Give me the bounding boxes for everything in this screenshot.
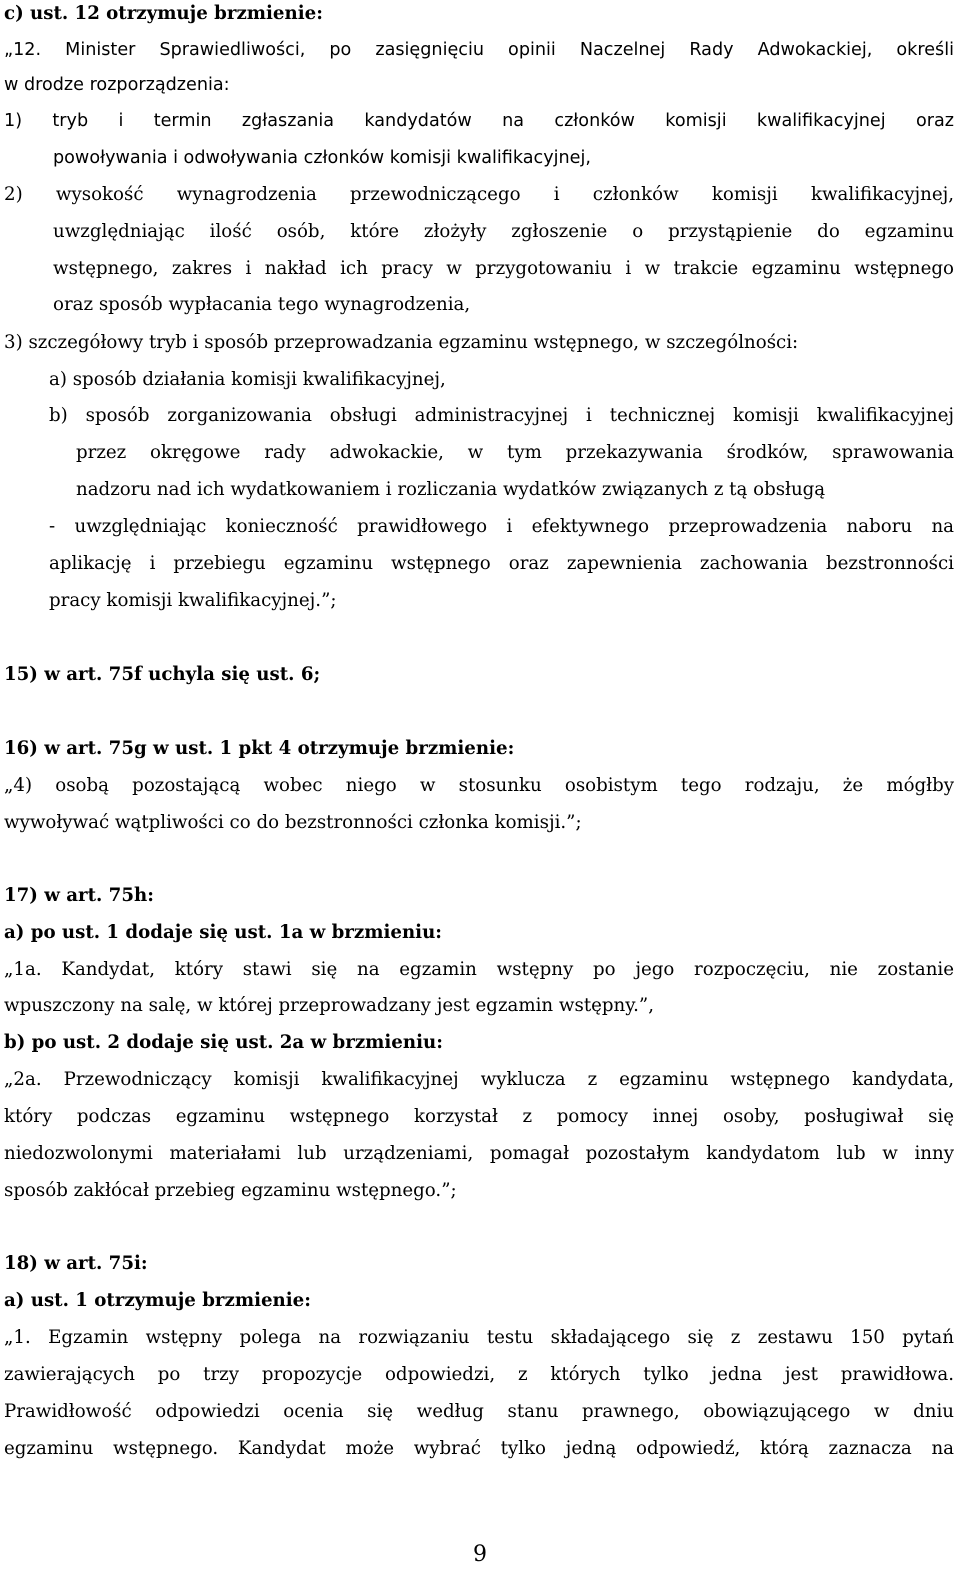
text-line: nadzoru nad ich wydatkowaniem i rozliczania wydatków związanych z tą obsługą <box>76 479 826 500</box>
section-heading: b) po ust. 2 dodaje się ust. 2a w brzmieniu: <box>4 1032 443 1053</box>
section-heading: 18) w art. 75i: <box>4 1253 148 1274</box>
text-line: przez okręgowe rady adwokackie, w tym przekazywania środków, sprawowania <box>76 442 954 463</box>
text-line: który podczas egzaminu wstępnego korzystał z pomocy innej osoby, posługiwał się <box>4 1106 954 1127</box>
text-line: „2a. Przewodniczący komisji kwalifikacyjnej wyklucza z egzaminu wstępnego kandydata, <box>4 1069 954 1090</box>
text-line: uwzględniając ilość osób, które złożyły zgłoszenie o przystąpienie do egzaminu <box>53 221 954 242</box>
section-heading: c) ust. 12 otrzymuje brzmienie: <box>4 3 323 24</box>
text-line: 2) wysokość wynagrodzenia przewodniczącego i członków komisji kwalifikacyjnej, <box>4 184 954 205</box>
text-line: 1) tryb i termin zgłaszania kandydatów na członków komisji kwalifikacyjnej oraz <box>4 111 954 131</box>
text-line: wpuszczony na salę, w której przeprowadzany jest egzamin wstępny.”, <box>4 995 654 1016</box>
text-line: oraz sposób wypłacania tego wynagrodzenia, <box>53 294 471 315</box>
text-line: wstępnego, zakres i nakład ich pracy w przygotowaniu i w trakcie egzaminu wstępnego <box>53 258 954 279</box>
text-line: zawierających po trzy propozycje odpowiedzi, z których tylko jedna jest prawidłowa. <box>4 1364 954 1385</box>
text-line: - uwzględniając konieczność prawidłowego i efektywnego przeprowadzenia naboru na <box>49 516 954 537</box>
text-line: niedozwolonymi materiałami lub urządzeniami, pomagał pozostałym kandydatom lub w inny <box>4 1143 954 1164</box>
section-heading: 15) w art. 75f uchyla się ust. 6; <box>4 664 321 685</box>
text-line: aplikację i przebiegu egzaminu wstępnego oraz zapewnienia zachowania bezstronności <box>49 553 954 574</box>
text-line: b) sposób zorganizowania obsługi administracyjnej i technicznej komisji kwalifikacyjnej <box>49 405 954 426</box>
text-line: „1a. Kandydat, który stawi się na egzamin wstępny po jego rozpoczęciu, nie zostanie <box>4 959 954 980</box>
text-line: sposób zakłócał przebieg egzaminu wstępnego.”; <box>4 1180 457 1201</box>
text-line: pracy komisji kwalifikacyjnej.”; <box>49 590 337 611</box>
section-heading: 17) w art. 75h: <box>4 885 154 906</box>
section-heading: a) po ust. 1 dodaje się ust. 1a w brzmieniu: <box>4 922 443 943</box>
text-line: powoływania i odwoływania członków komisji kwalifikacyjnej, <box>53 148 591 168</box>
section-heading: a) ust. 1 otrzymuje brzmienie: <box>4 1290 311 1311</box>
text-line: 3) szczegółowy tryb i sposób przeprowadzania egzaminu wstępnego, w szczególności: <box>4 332 799 353</box>
text-line: Prawidłowość odpowiedzi ocenia się według stanu prawnego, obowiązującego w dniu <box>4 1401 954 1422</box>
text-line: a) sposób działania komisji kwalifikacyjnej, <box>49 369 446 390</box>
text-line: wywoływać wątpliwości co do bezstronności członka komisji.”; <box>4 812 582 833</box>
section-heading: 16) w art. 75g w ust. 1 pkt 4 otrzymuje brzmienie: <box>4 738 515 759</box>
text-line: „1. Egzamin wstępny polega na rozwiązaniu testu składającego się z zestawu 150 pytań <box>4 1327 954 1348</box>
text-line: „4) osobą pozostającą wobec niego w stosunku osobistym tego rodzaju, że mógłby <box>4 775 954 796</box>
text-line: egzaminu wstępnego. Kandydat może wybrać tylko jedną odpowiedź, którą zaznacza na <box>4 1438 954 1459</box>
text-line: „12. Minister Sprawiedliwości, po zasięgnięciu opinii Naczelnej Rady Adwokackiej, określi <box>4 40 954 60</box>
text-line: w drodze rozporządzenia: <box>4 75 230 95</box>
page-number: 9 <box>473 1542 487 1567</box>
